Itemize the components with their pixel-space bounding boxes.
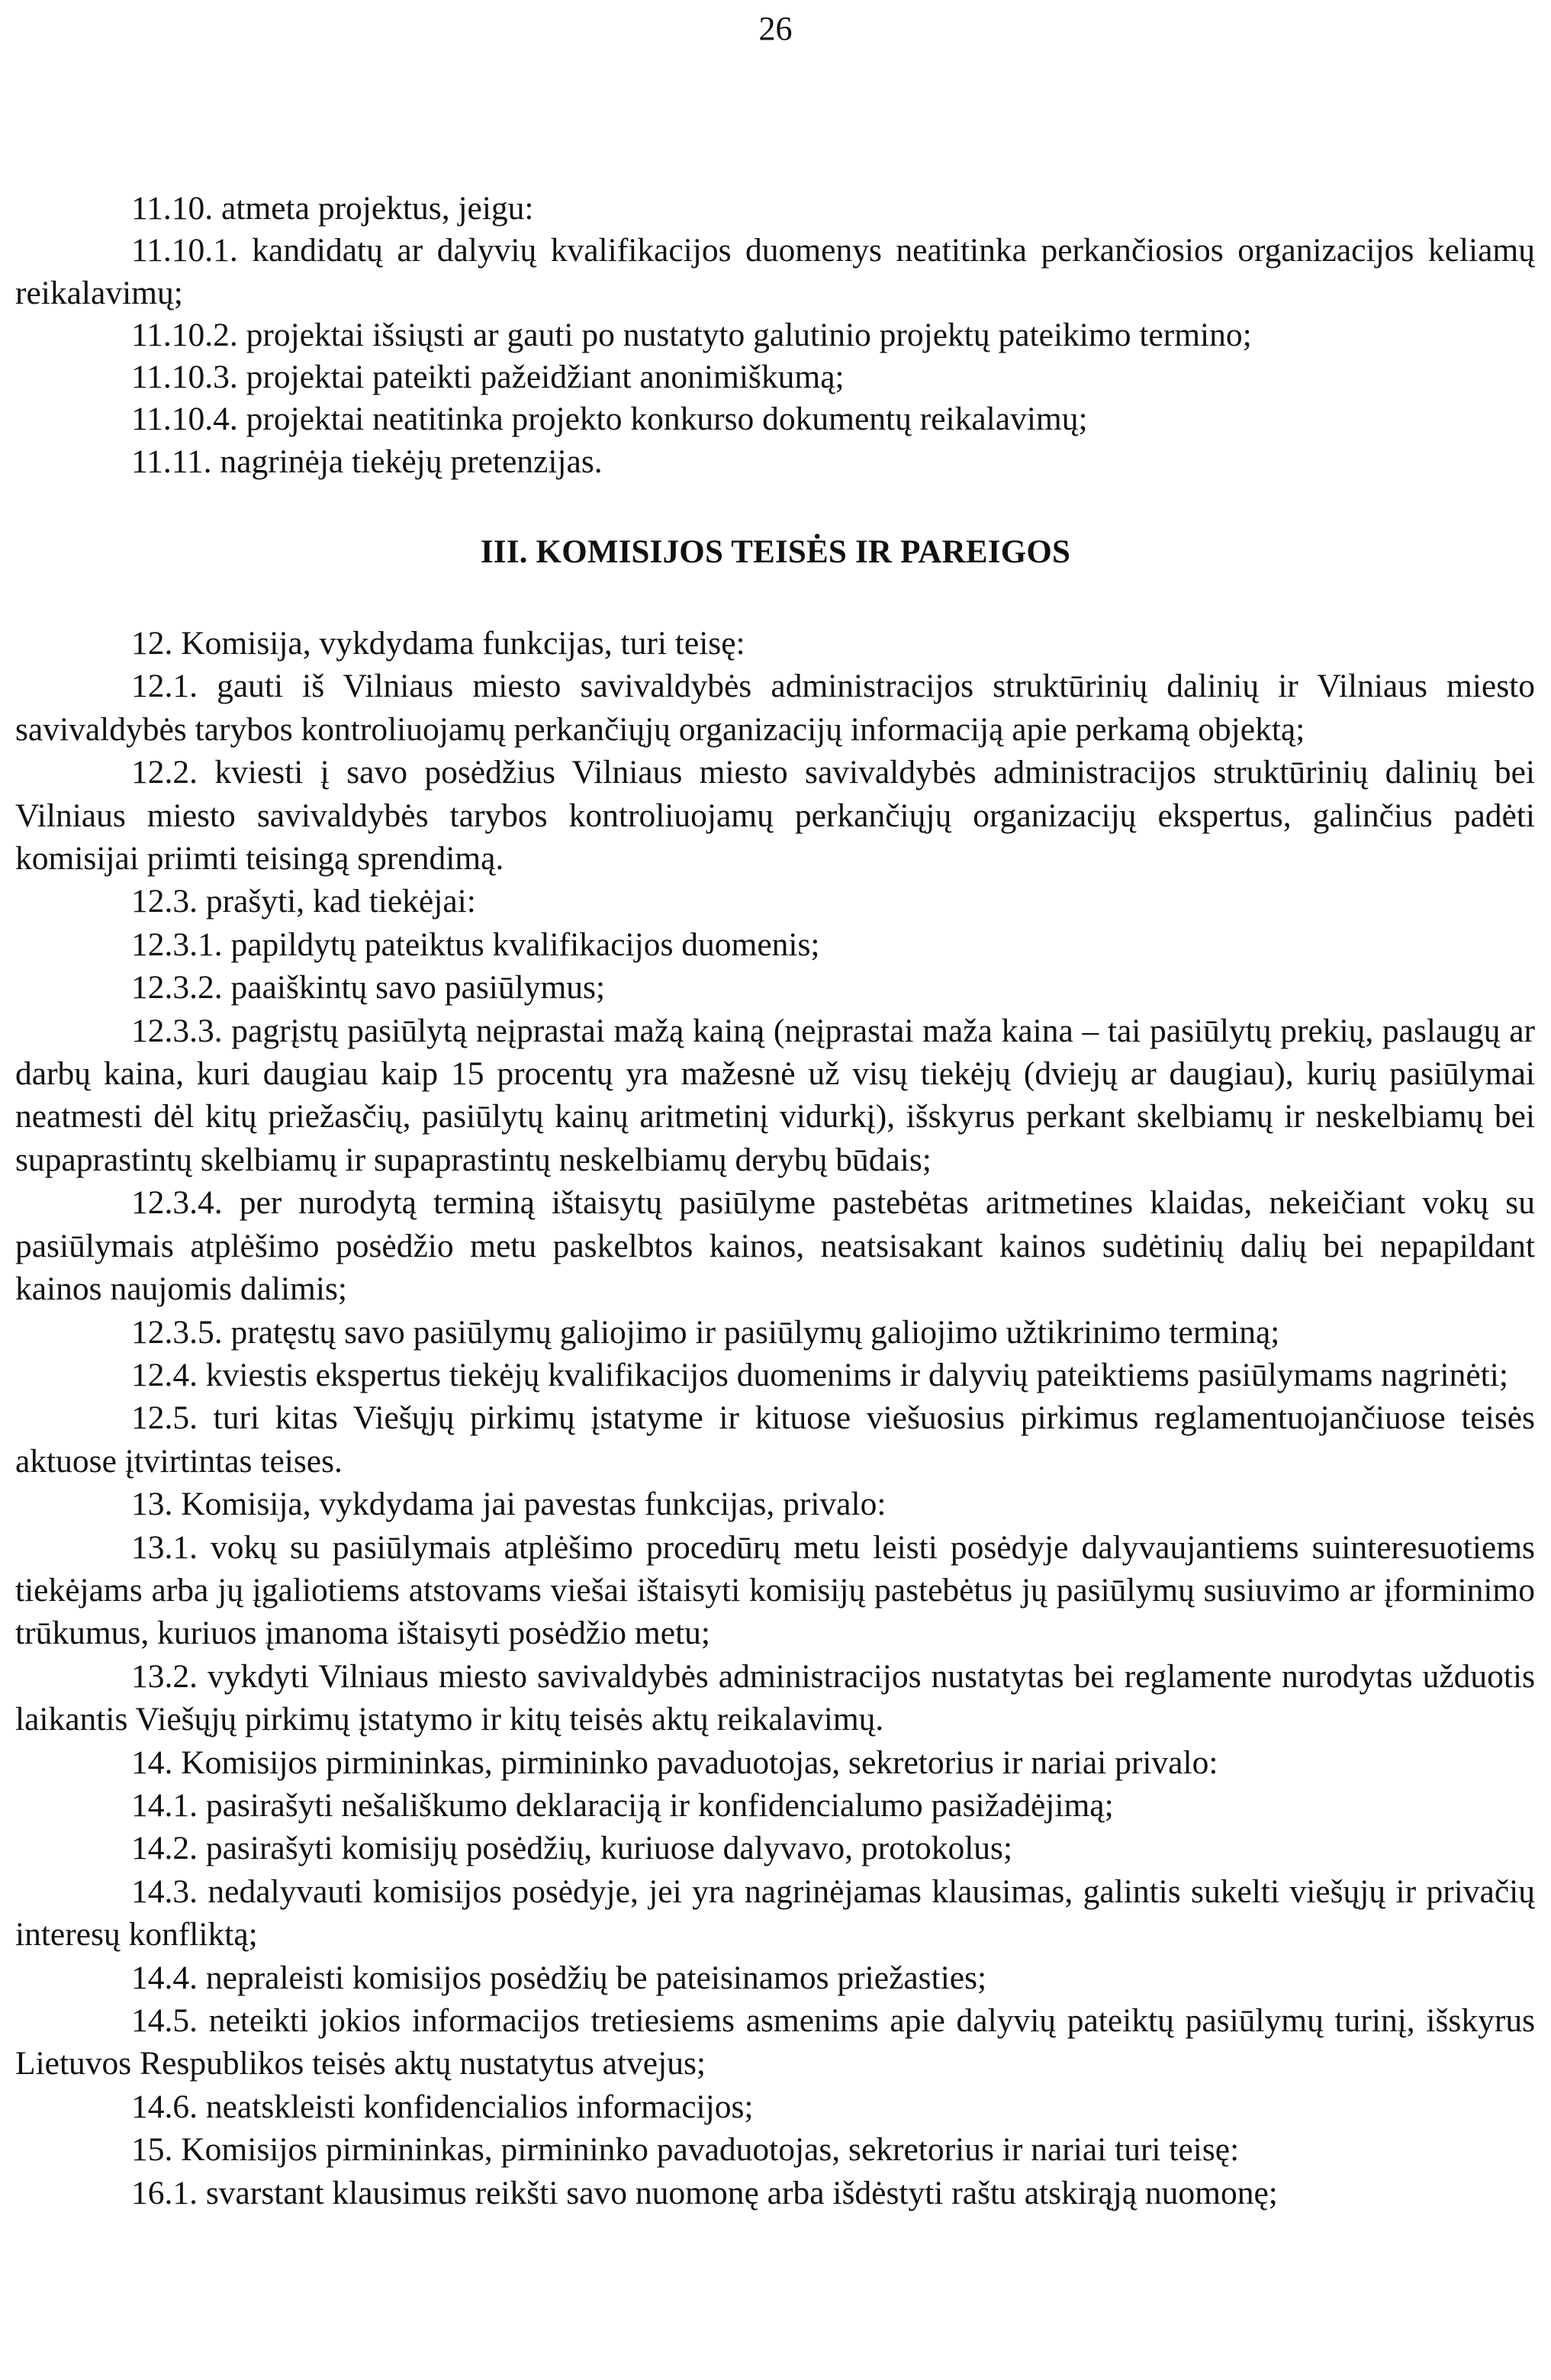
clause-14-2: 14.2. pasirašyti komisijų posėdžių, kuriuose dalyvavo, protokolus; [131,1830,1013,1867]
clause-11-10-4: 11.10.4. projektai neatitinka projekto konkurso dokumentų reikalavimų; [131,401,1088,438]
clause-12-3-5: 12.3.5. pratęstų savo pasiūlymų galiojimo ir pasiūlymų galiojimo užtikrinimo terminą; [131,1313,1280,1351]
clause-11-10-3: 11.10.3. projektai pateikti pažeidžiant anonimiškumą; [131,359,845,396]
clause-11-11: 11.11. nagrinėja tiekėjų pretenzijas. [131,443,603,480]
clause-12-3-4: 12.3.4. per nurodytą terminą ištaisytų pasiūlyme pastebėtas aritmetines klaidas, nekeičiant vokų su pasiūlymais atplėšimo posėdžio metu paskelbtos kainos, neatsisakant kainos sudėtinių dalių bei nepapildant kainos naujomis dalimis; [15,1184,1535,1308]
section-iii-body [15,622,1535,2214]
clause-16-1: 16.1. svarstant klausimus reikšti savo nuomonę arba išdėstyti raštu atskirąją nuomonę; [131,2174,1278,2211]
clause-12-1: 12.1. gauti iš Vilniaus miesto savivaldybės administracijos struktūrinių dalinių ir Vilniaus miesto savivaldybės tarybos kontroliuojamų perkančiųjų organizacijų informaciją apie perkamą objektą; [15,668,1535,748]
clause-13-2: 13.2. vykdyti Vilniaus miesto savivaldybės administracijos nustatytas bei reglamente nurodytas užduotis laikantis Viešųjų pirkimų įstatymo ir kitų teisės aktų reikalavimų. [15,1657,1535,1738]
clause-12: 12. Komisija, vykdydama funkcijas, turi teisę: [131,625,745,662]
clause-14-6: 14.6. neatskleisti konfidencialios informacijos; [131,2088,754,2125]
clause-11-10-2: 11.10.2. projektai išsiųsti ar gauti po nustatyto galutinio projektų pateikimo termino; [131,316,1252,353]
clause-12-3-3: 12.3.3. pagrįstų pasiūlytą neįprastai mažą kainą (neįprastai maža kaina – tai pasiūlytų prekių, paslaugų ar darbų kaina, kuri daugiau kaip 15 procentų yra mažesnė už visų tiekėjų (dviejų ar daugiau), kurių pasiūlymai neatmesti dėl kitų priežasčių, pasiūlytų kainų aritmetinį vidurkį), išskyrus perkant skelbiamų ir neskelbiamų bei supaprastintų skelbiamų ir supaprastintų neskelbiamų derybų būdais; [15,1012,1535,1178]
clause-13-1: 13.1. vokų su pasiūlymais atplėšimo procedūrų metu leisti posėdyje dalyvaujantiems suinteresuotiems tiekėjams arba jų įgaliotiems atstovams viešai ištaisyti komisijų pastebėtus jų pasiūlymų susiuvimo ar įforminimo trūkumus, kuriuos įmanoma ištaisyti posėdžio metu; [15,1528,1535,1652]
clause-14-4: 14.4. nepraleisti komisijos posėdžių be pateisinamos priežasties; [131,1959,987,1996]
clause-11-10: 11.10. atmeta projektus, jeigu: [131,190,534,227]
section-heading: III. KOMISIJOS TEISĖS IR PAREIGOS [480,534,1071,570]
clause-15: 15. Komisijos pirmininkas, pirmininko pavaduotojas, sekretorius ir nariai turi teisę: [131,2131,1240,2169]
clause-12-3: 12.3. prašyti, kad tiekėjai: [131,883,476,920]
clause-12-4: 12.4. kviestis ekspertus tiekėjų kvalifikacijos duomenims ir dalyvių pateiktiems pasiūlymams nagrinėti; [131,1356,1508,1393]
clause-12-2: 12.2. kviesti į savo posėdžius Vilniaus miesto savivaldybės administracijos struktūrinių dalinių bei Vilniaus miesto savivaldybės tarybos kontroliuojamų perkančiųjų organizacijų ekspertus, galinčius padėti komisijai priimti teisingą sprendimą. [15,754,1535,878]
clause-11-10-1: 11.10.1. kandidatų ar dalyvių kvalifikacijos duomenys neatitinka perkančiosios organizacijos keliamų reikalavimų; [15,232,1535,311]
clause-14: 14. Komisijos pirmininkas, pirmininko pavaduotojas, sekretorius ir nariai privalo: [131,1744,1218,1781]
clause-14-5: 14.5. neteikti jokios informacijos tretiesiems asmenims apie dalyvių pateiktų pasiūlymų turinį, išskyrus Lietuvos Respublikos teisės aktų nustatytus atvejus; [15,2002,1535,2082]
page-number: 26 [758,10,793,47]
section-ii-continuation [15,188,1535,483]
clause-12-3-2: 12.3.2. paaiškintų savo pasiūlymus; [131,969,606,1006]
clause-13: 13. Komisija, vykdydama jai pavestas funkcijas, privalo: [131,1486,887,1523]
clause-12-3-1: 12.3.1. papildytų pateiktus kvalifikacijos duomenis; [131,926,820,963]
clause-12-5: 12.5. turi kitas Viešųjų pirkimų įstatyme ir kituose viešuosius pirkimus reglamentuojančiuose teisės aktuose įtvirtintas teises. [15,1399,1535,1480]
clause-14-3: 14.3. nedalyvauti komisijos posėdyje, jei yra nagrinėjamas klausimas, galintis sukelti viešųjų ir privačių interesų konfliktą; [15,1873,1535,1953]
clause-14-1: 14.1. pasirašyti nešališkumo deklaraciją ir konfidencialumo pasižadėjimą; [131,1786,1114,1824]
